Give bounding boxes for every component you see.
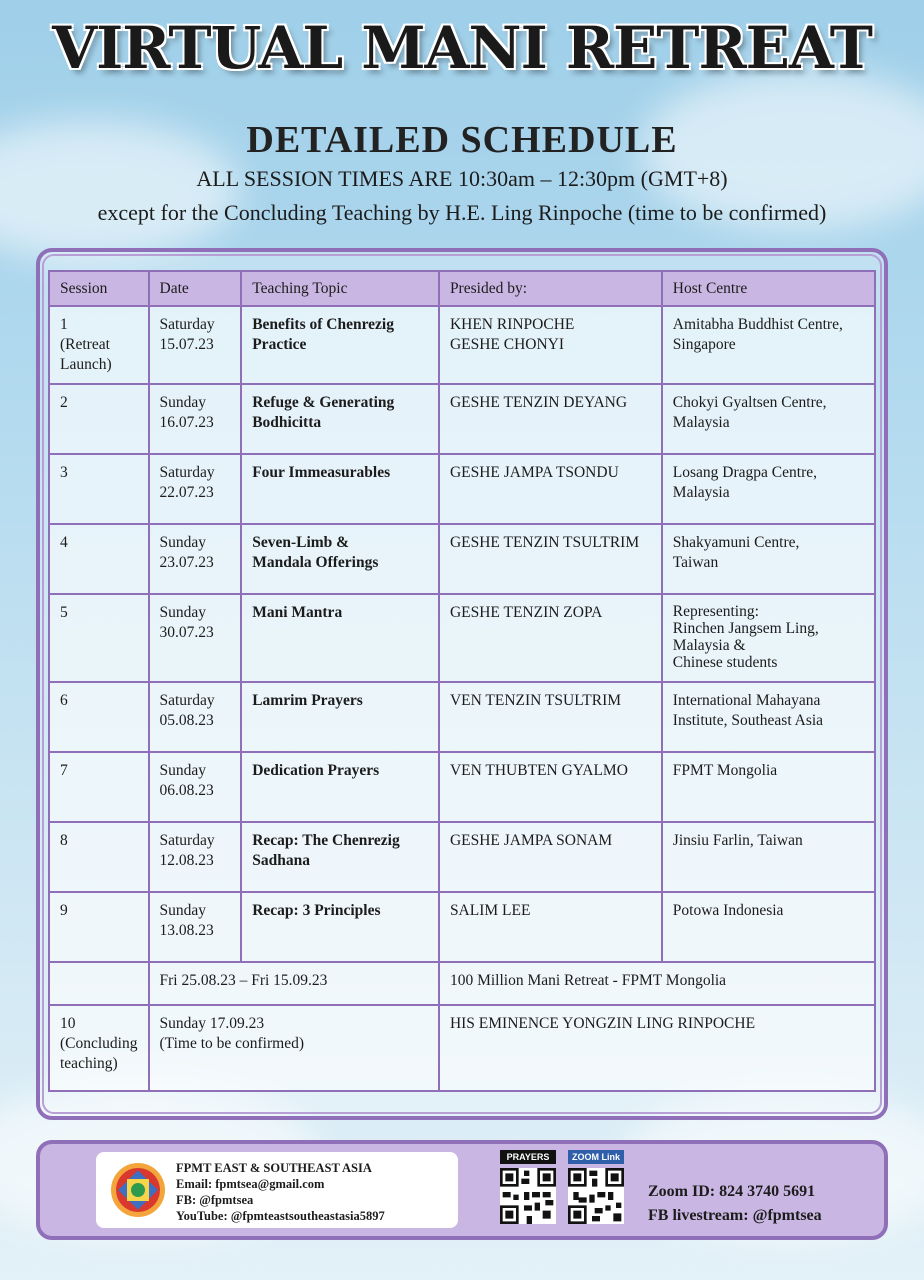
cell-topic: Seven-Limb & Mandala Offerings — [241, 524, 439, 594]
table-row — [49, 524, 875, 594]
mandala-logo-icon — [110, 1162, 166, 1218]
cell-presided: GESHE TENZIN TSULTRIM — [439, 524, 662, 594]
table-row-special — [49, 962, 875, 1005]
cell-session — [49, 962, 149, 1005]
cell-date: Sunday 06.08.23 — [149, 752, 242, 822]
qr-prayers[interactable] — [500, 1150, 556, 1229]
cell-session: 8 — [49, 822, 149, 892]
cell-date-range: Fri 25.08.23 – Fri 15.09.23 — [149, 962, 439, 1005]
cell-topic: Four Immeasurables — [241, 454, 439, 524]
cell-topic: Mani Mantra — [241, 594, 439, 682]
cell-session: 4 — [49, 524, 149, 594]
cell-presided: GESHE TENZIN DEYANG — [439, 384, 662, 454]
table-row — [49, 306, 875, 384]
cell-presided: VEN THUBTEN GYALMO — [439, 752, 662, 822]
qr-zoom-label: ZOOM Link — [568, 1150, 624, 1164]
cell-session: 6 — [49, 682, 149, 752]
cell-host: Shakyamuni Centre, Taiwan — [662, 524, 875, 594]
fb-livestream: FB livestream: @fpmtsea — [648, 1207, 822, 1224]
table-row — [49, 594, 875, 682]
fb-link[interactable]: FB: @fpmtsea — [176, 1193, 254, 1207]
cell-host: FPMT Mongolia — [662, 752, 875, 822]
cell-host: Jinsiu Farlin, Taiwan — [662, 822, 875, 892]
table-row-final — [49, 1005, 875, 1091]
cell-host: Amitabha Buddhist Centre, Singapore — [662, 306, 875, 384]
cell-session: 2 — [49, 384, 149, 454]
session-times-note: ALL SESSION TIMES ARE 10:30am – 12:30pm (GMT+8) — [196, 166, 728, 191]
cell-date: Sunday 17.09.23 (Time to be confirmed) — [149, 1005, 439, 1091]
cell-presided: SALIM LEE — [439, 892, 662, 962]
table-row — [49, 384, 875, 454]
cell-session: 9 — [49, 892, 149, 962]
cell-host: International Mahayana Institute, Southeast Asia — [662, 682, 875, 752]
table-row — [49, 892, 875, 962]
qr-zoom[interactable] — [568, 1150, 624, 1229]
cell-session: 10 (Concluding teaching) — [49, 1005, 149, 1091]
cell-presided: HIS EMINENCE YONGZIN LING RINPOCHE — [439, 1005, 875, 1091]
col-header-host: Host Centre — [662, 271, 875, 306]
qr-code-icon — [568, 1168, 624, 1224]
cell-date: Sunday 13.08.23 — [149, 892, 242, 962]
cell-date: Saturday 05.08.23 — [149, 682, 242, 752]
cell-date: Sunday 23.07.23 — [149, 524, 242, 594]
cell-date: Saturday 15.07.23 — [149, 306, 242, 384]
cell-topic: Recap: 3 Principles — [241, 892, 439, 962]
zoom-info — [648, 1180, 822, 1228]
email-link[interactable]: Email: fpmtsea@gmail.com — [176, 1177, 325, 1191]
cell-topic: Dedication Prayers — [241, 752, 439, 822]
cell-topic: Refuge & Generating Bodhicitta — [241, 384, 439, 454]
cell-session: 1 (Retreat Launch) — [49, 306, 149, 384]
table-row — [49, 682, 875, 752]
page-title: VIRTUAL MANI RETREAT — [52, 14, 872, 82]
table-row — [49, 822, 875, 892]
cell-date: Sunday 16.07.23 — [149, 384, 242, 454]
contact-info — [176, 1160, 385, 1224]
cell-host: Losang Dragpa Centre, Malaysia — [662, 454, 875, 524]
table-header-row — [49, 271, 875, 306]
table-row — [49, 454, 875, 524]
cell-topic: Lamrim Prayers — [241, 682, 439, 752]
cell-presided: GESHE JAMPA SONAM — [439, 822, 662, 892]
cell-presided: KHEN RINPOCHE GESHE CHONYI — [439, 306, 662, 384]
schedule-table — [48, 270, 876, 1092]
cell-presided: GESHE TENZIN ZOPA — [439, 594, 662, 682]
zoom-id: Zoom ID: 824 3740 5691 — [648, 1183, 816, 1200]
cell-session: 3 — [49, 454, 149, 524]
cell-topic: Benefits of Chenrezig Practice — [241, 306, 439, 384]
cell-host: Potowa Indonesia — [662, 892, 875, 962]
cell-date: Sunday 30.07.23 — [149, 594, 242, 682]
qr-code-icon — [500, 1168, 556, 1224]
col-header-presided: Presided by: — [439, 271, 662, 306]
org-name: FPMT EAST & SOUTHEAST ASIA — [176, 1161, 372, 1175]
cell-date: Saturday 12.08.23 — [149, 822, 242, 892]
cell-presided: VEN TENZIN TSULTRIM — [439, 682, 662, 752]
cell-host: Representing: Rinchen Jangsem Ling, Malaysia & Chinese students — [662, 594, 875, 682]
cell-date: Saturday 22.07.23 — [149, 454, 242, 524]
cell-presided: GESHE JAMPA TSONDU — [439, 454, 662, 524]
col-header-date: Date — [149, 271, 242, 306]
cell-topic: Recap: The Chenrezig Sadhana — [241, 822, 439, 892]
page-subtitle: DETAILED SCHEDULE — [246, 119, 678, 161]
table-row — [49, 752, 875, 822]
youtube-link[interactable]: YouTube: @fpmteastsoutheastasia5897 — [176, 1209, 385, 1223]
exception-note: except for the Concluding Teaching by H.E. Ling Rinpoche (time to be confirmed) — [97, 200, 827, 225]
col-header-session: Session — [49, 271, 149, 306]
col-header-topic: Teaching Topic — [241, 271, 439, 306]
qr-prayers-label: PRAYERS — [500, 1150, 556, 1164]
cell-session: 7 — [49, 752, 149, 822]
cell-event: 100 Million Mani Retreat - FPMT Mongolia — [439, 962, 875, 1005]
cell-host: Chokyi Gyaltsen Centre, Malaysia — [662, 384, 875, 454]
cell-session: 5 — [49, 594, 149, 682]
